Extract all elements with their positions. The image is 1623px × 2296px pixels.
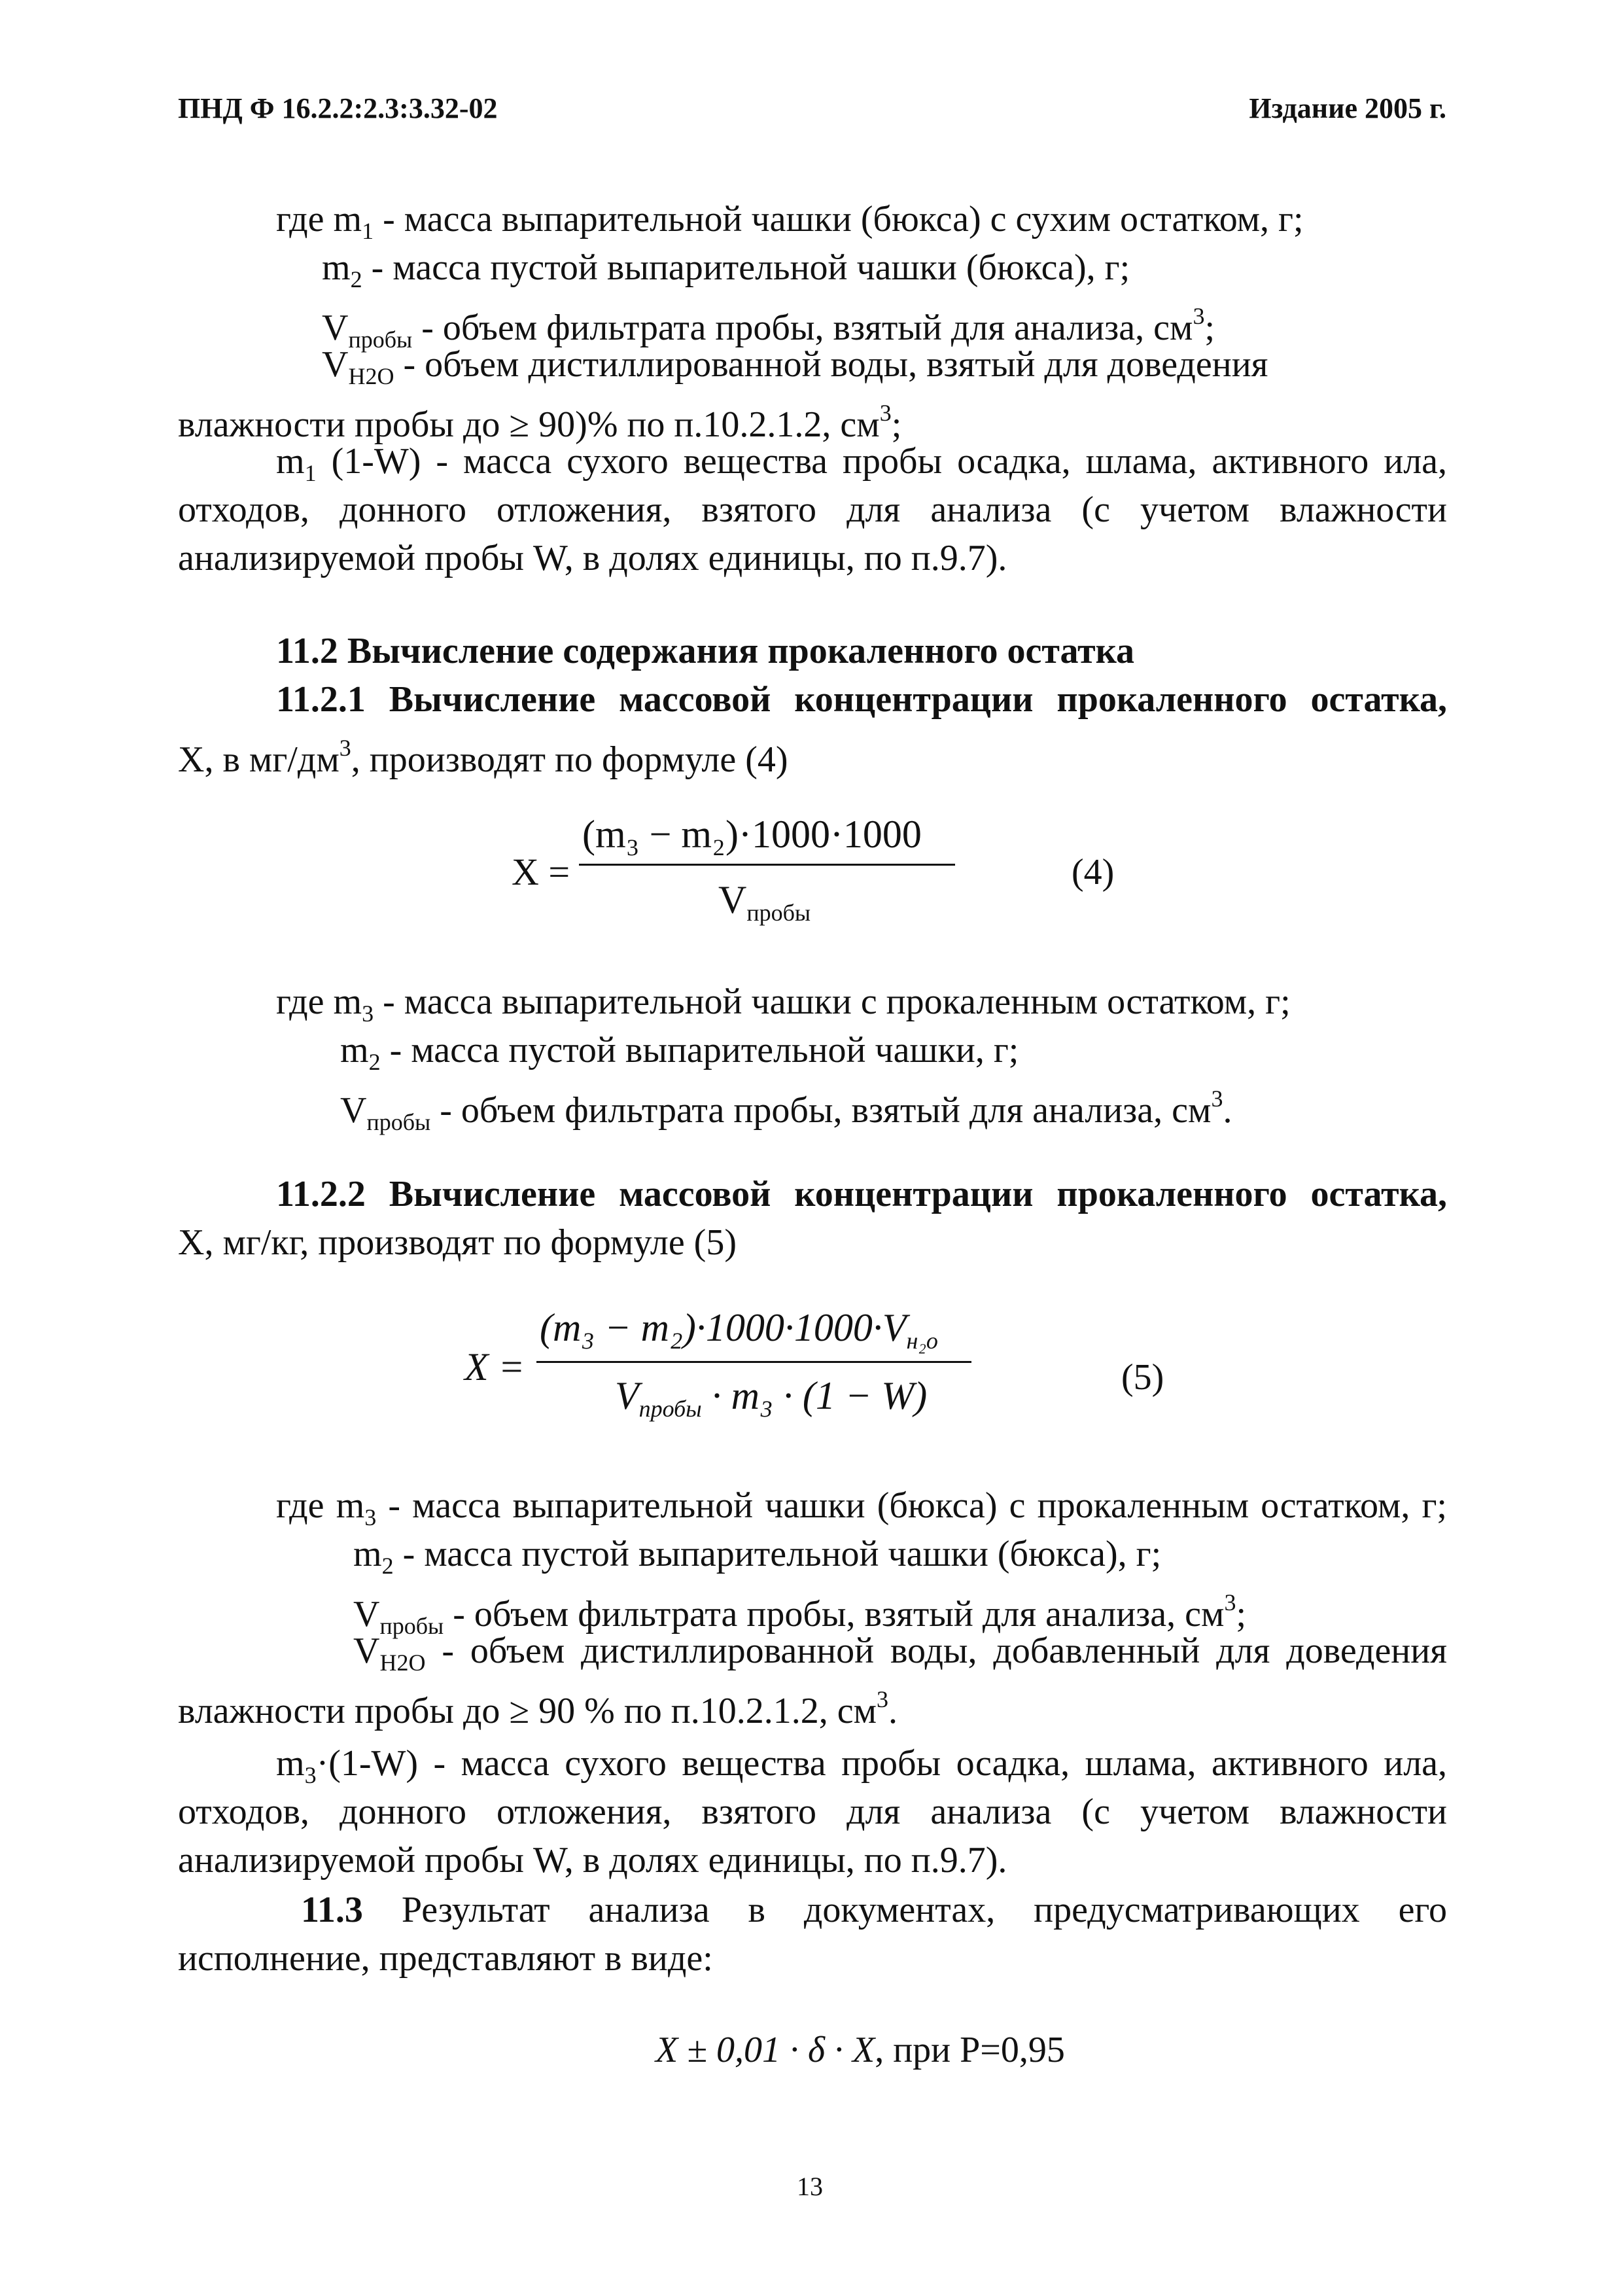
text-line: где $m_3$ - масса выпарительной чашки (бюкса) с прокаленным остатком, г;: [276, 1485, 1447, 1530]
text-line: 11.3 Результат анализа в документах, предусматривающих его: [301, 1890, 1447, 1930]
text-line: анализируемой пробы W, в долях единицы, по п.9.7).: [178, 538, 1007, 578]
text-line: отходов, донного отложения, взятого для анализа (с учетом влажности: [178, 489, 1447, 530]
formula-number: (5): [1121, 1357, 1164, 1398]
text-line: $m_2$ - масса пустой выпарительной чашки (бюкса), г;: [353, 1534, 1162, 1579]
subsection-heading: 11.2.2 Вычисление массовой концентрации прокаленного остатка,: [276, 1174, 1447, 1214]
formula-numerator: (m₃ − m₂)·1000·1000: [582, 813, 922, 856]
text-line: $m_2$ - масса пустой выпарительной чашки, г;: [340, 1030, 1019, 1075]
formula-number: (4): [1072, 852, 1115, 892]
text-line: $m_1$ (1-W) - масса сухого вещества пробы осадка, шлама, активного ила,: [276, 441, 1447, 486]
formula-denominator: $V_{пробы} \cdot m_3 \cdot (1 - W)$: [615, 1374, 928, 1422]
text-line: X, в $мг/дм^3$, производят по формуле (4): [178, 735, 788, 780]
result-formula: X ± 0,01 · δ · X, при P=0,95: [655, 2030, 1065, 2070]
document-code: ПНД Ф 16.2.2:2.3:3.32-02: [178, 92, 498, 124]
text-line: $V_{пробы}$ - объем фильтрата пробы, взятый для анализа, $см^3$;: [353, 1589, 1246, 1639]
edition-label: Издание 2005 г.: [1249, 92, 1446, 124]
text-line: $m_2$ - масса пустой выпарительной чашки (бюкса), г;: [322, 247, 1130, 292]
formula-numerator: $(m_3 - m_2)\cdot 1000\cdot 1000\cdot V_{н_2о}$: [540, 1306, 938, 1354]
formula-lhs: X =: [464, 1345, 525, 1388]
text-line: влажности пробы до ≥ 90)% по п.10.2.1.2, $см^3$;: [178, 400, 902, 445]
text-line: анализируемой пробы W, в долях единицы, по п.9.7).: [178, 1840, 1007, 1881]
section-number: 11.3: [301, 1890, 363, 1930]
fraction-bar: [579, 864, 955, 866]
page-number: 13: [797, 2172, 823, 2201]
subsection-heading: 11.2.1 Вычисление массовой концентрации прокаленного остатка,: [276, 679, 1447, 720]
text-line: отходов, донного отложения, взятого для анализа (с учетом влажности: [178, 1792, 1447, 1832]
text-line: $m_3\cdot(1-W)$ - масса сухого вещества пробы осадка, шлама, активного ила,: [276, 1743, 1447, 1788]
formula-lhs: X =: [512, 851, 570, 893]
text-line: $V_{H2O}$ - объем дистиллированной воды, добавленный для доведения: [353, 1631, 1447, 1676]
text-line: где $m_1$ - масса выпарительной чашки (бюкса) с сухим остатком, г;: [276, 199, 1304, 244]
section-heading: 11.2 Вычисление содержания прокаленного остатка: [276, 631, 1135, 671]
text-line: $V_{пробы}$ - объем фильтрата пробы, взятый для анализа, $см^3$.: [340, 1086, 1232, 1135]
text-line: $V_{пробы}$ - объем фильтрата пробы, взятый для анализа, $см^3$;: [322, 303, 1215, 353]
formula-denominator: $V_{пробы}$: [718, 878, 811, 926]
fraction-bar: [536, 1361, 971, 1363]
text-line: $V_{H2O}$ - объем дистиллированной воды, взятый для доведения: [322, 344, 1268, 389]
text-line: влажности пробы до ≥ 90 % по п.10.2.1.2, $см^3$.: [178, 1686, 898, 1731]
text-line: исполнение, представляют в виде:: [178, 1938, 713, 1979]
text-line: где $m_3$ - масса выпарительной чашки с прокаленным остатком, г;: [276, 981, 1291, 1027]
text-line: X, мг/кг, производят по формуле (5): [178, 1222, 737, 1263]
